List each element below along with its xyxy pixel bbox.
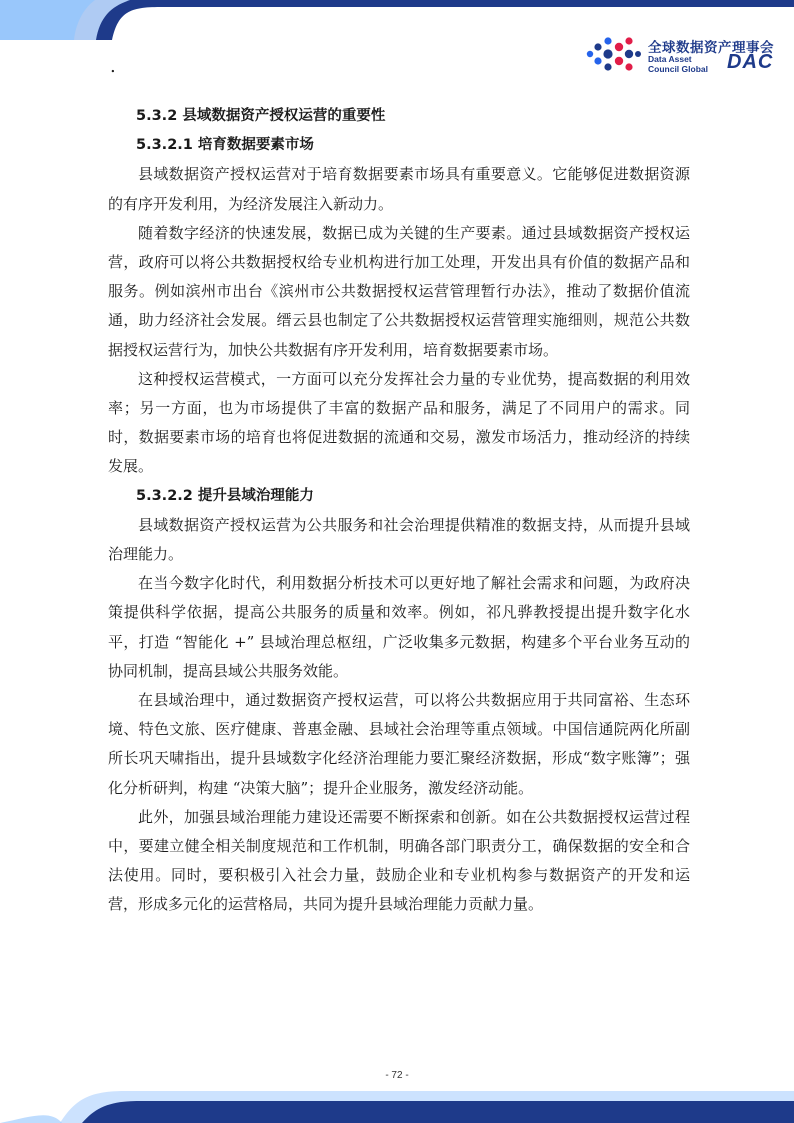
body-paragraph: 此外，加强县域治理能力建设还需要不断探索和创新。如在公共数据授权运营过程中，要建立健全相关制度规范和工作机制，明确各部门职责分工，确保数据的安全和合法使用。同时，要积极引入社会力量，鼓励企业和专业机构参与数据资产的开发和运营，形成多元化的运营格局，共同为提升县域治理能力贡献力量。 (108, 807, 690, 914)
body-paragraph: 这种授权运营模式，一方面可以充分发挥社会力量的专业优势，提高数据的利用效率；另一方面，也为市场提供了丰富的数据产品和服务，满足了不同用户的需求。同时，数据要素市场的培育也将促进数据的流通和交易，激发市场活力，推动经济的持续发展。 (108, 369, 690, 476)
logo-chinese-name: 全球数据资产理事会 (648, 40, 774, 56)
page-number: - 72 - (385, 1070, 409, 1081)
body-paragraph: 在县域治理中，通过数据资产授权运营，可以将公共数据应用于共同富裕、生态环境、特色文旅、医疗健康、普惠金融、县域社会治理等重点领域。中国信通院两化所副所长巩天啸指出，提升县域数字化经济治理能力要汇聚经济数据，形成“数字账簿”；强化分析研判，构建 “决策大脑”；提升企业服务，激发经济动能。 (108, 691, 690, 797)
header-dot: . (110, 56, 116, 77)
footer-band-decoration (0, 1079, 794, 1123)
logo-english-name (648, 54, 708, 74)
logo-abbreviation: DAC (727, 51, 774, 73)
subsection-heading: 5.3.2.1 培育数据要素市场 (136, 137, 314, 154)
document-body (108, 102, 690, 920)
body-paragraph: 随着数字经济的快速发展，数据已成为关键的生产要素。通过县域数据资产授权运营，政府可以将公共数据授权给专业机构进行加工处理，开发出具有价值的数据产品和服务。例如滨州市出台《滨州市公共数据授权运营管理暂行办法》，推动了数据价值流通，助力经济社会发展。缙云县也制定了公共数据授权运营管理实施细则，规范公共数据授权运营行为，加快公共数据有序开发利用，培育数据要素市场。 (108, 223, 690, 359)
body-paragraph: 县域数据资产授权运营为公共服务和社会治理提供精准的数据支持，从而提升县域治理能力。 (108, 515, 690, 564)
body-paragraph: 县域数据资产授权运营对于培育数据要素市场具有重要意义。它能够促进数据资源的有序开发利用，为经济发展注入新动力。 (108, 165, 690, 213)
logo-english-line2: Council Global (648, 64, 708, 74)
body-paragraph: 在当今数字化时代，利用数据分析技术可以更好地了解社会需求和问题，为政府决策提供科学依据，提高公共服务的质量和效率。例如，祁凡骅教授提出提升数字化水平，打造 “智能化 +” 县域治理总枢纽，广泛收集多元数据，构建多个平台业务互动的协同机制，提高县域公共服务效能。 (108, 574, 690, 680)
logo-english-line1: Data Asset (648, 54, 692, 64)
dac-logo (584, 34, 784, 78)
section-heading: 5.3.2 县域数据资产授权运营的重要性 (136, 108, 386, 124)
subsection-heading: 5.3.2.2 提升县域治理能力 (136, 487, 314, 504)
dac-logo-icon (584, 34, 644, 78)
